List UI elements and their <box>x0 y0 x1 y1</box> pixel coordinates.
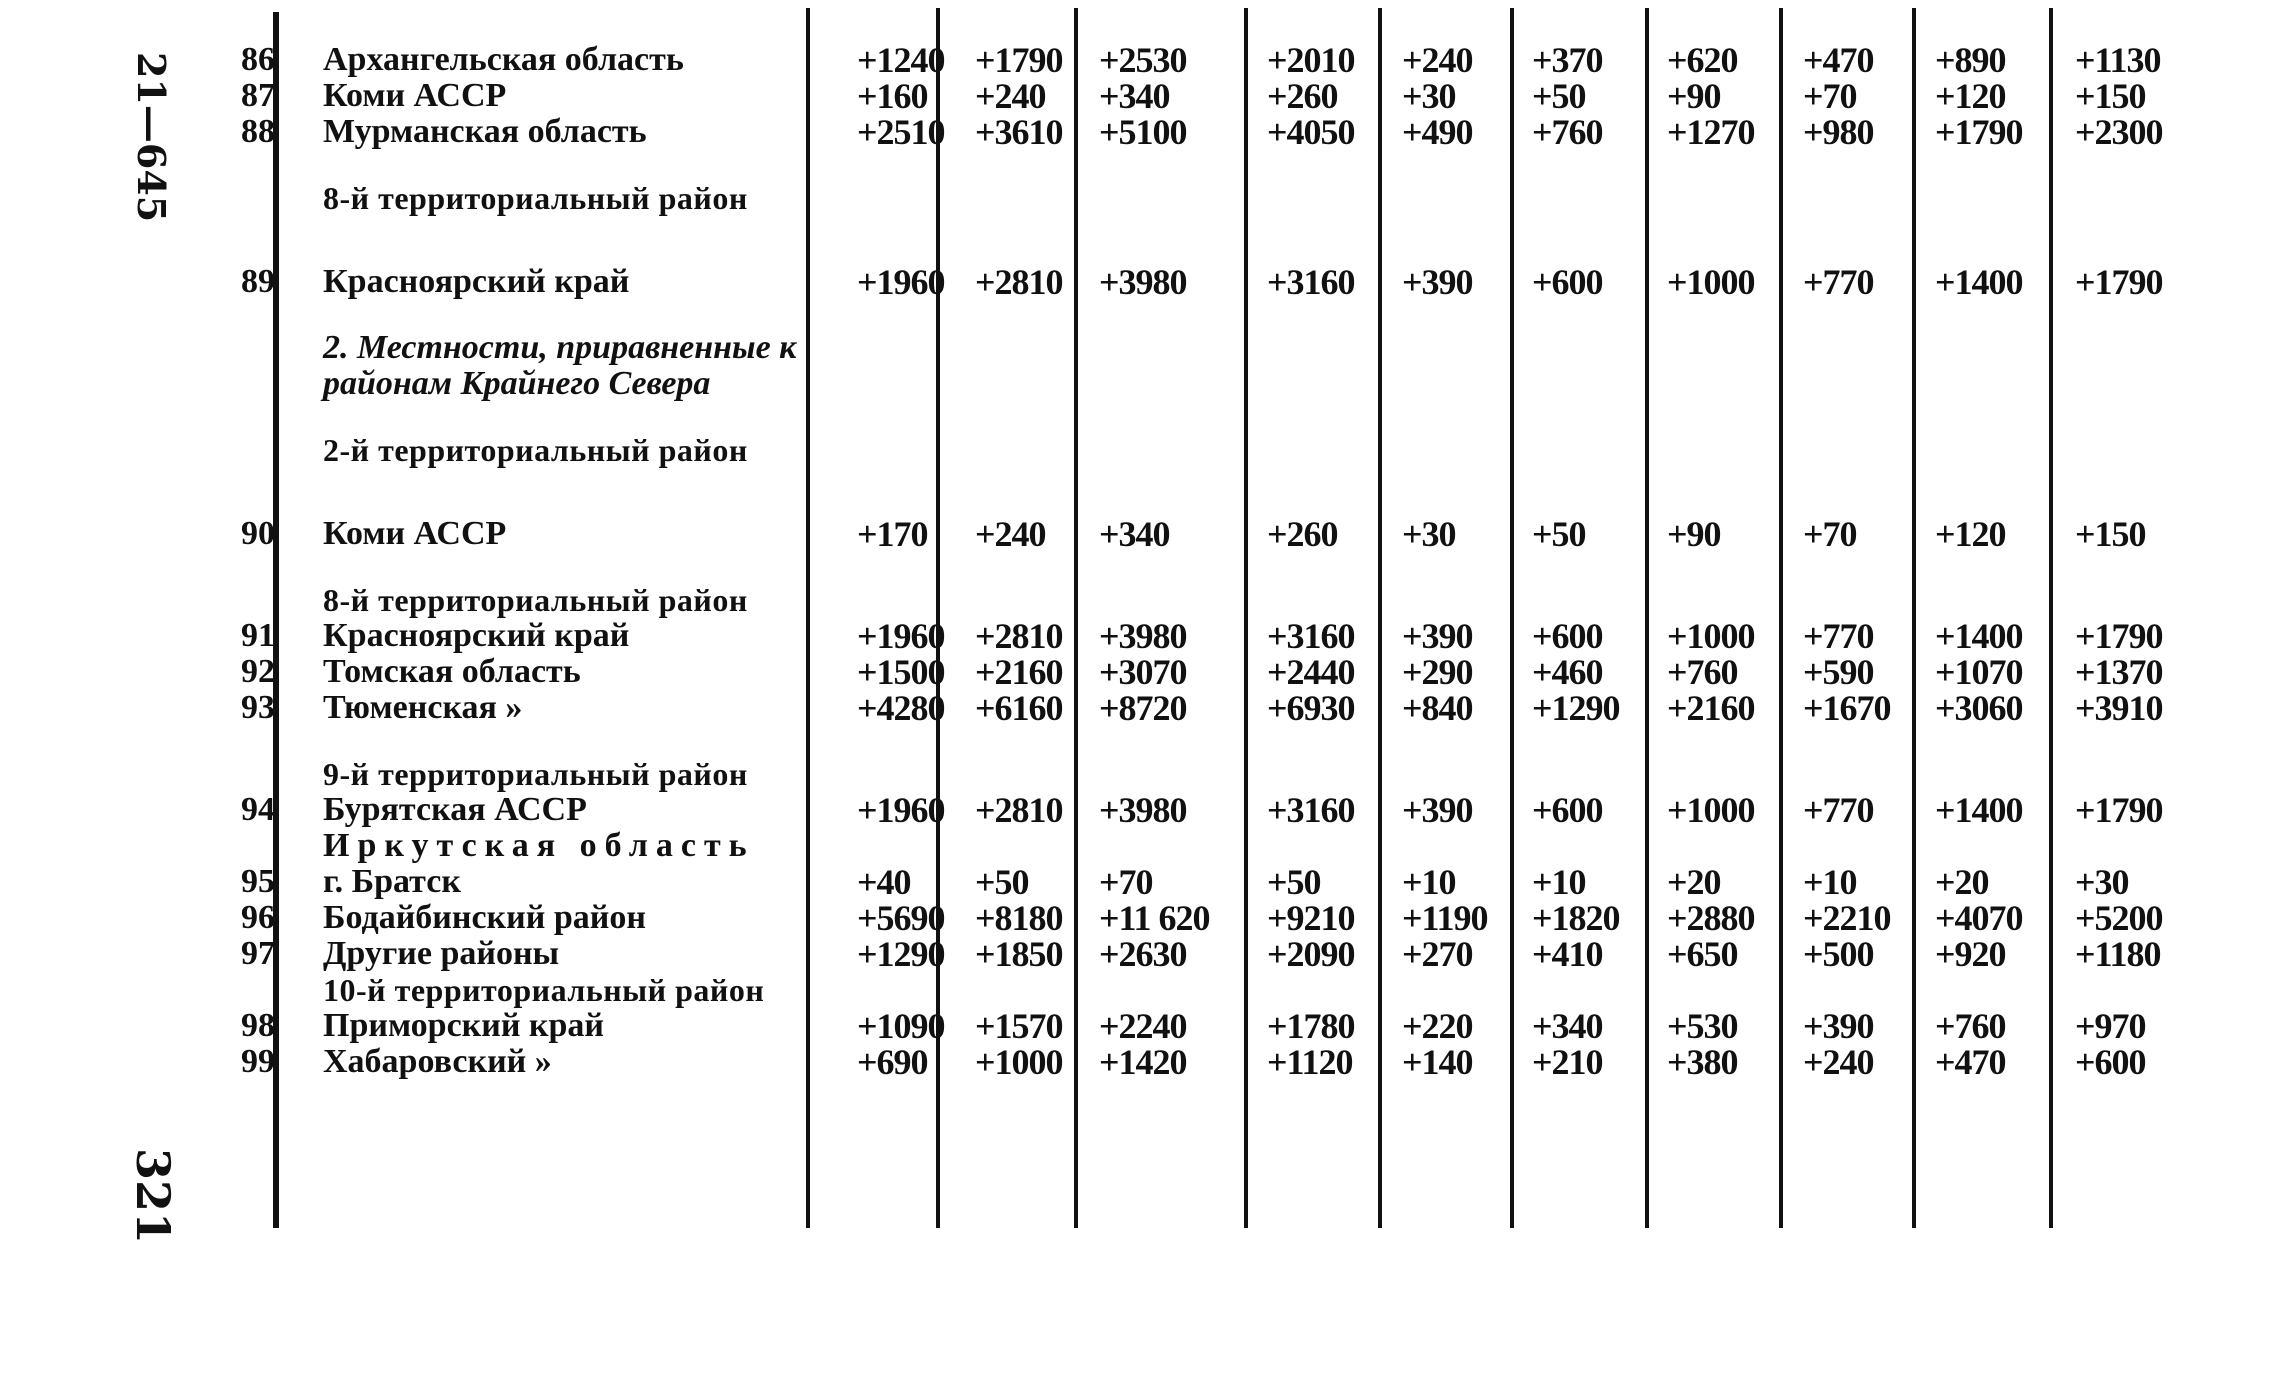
value-cell: +70 <box>1803 514 1857 554</box>
value-cell: +340 <box>1099 514 1170 554</box>
heading-text: 10-й территориальный район <box>323 972 765 1008</box>
value-cell: +890 <box>1935 40 2006 80</box>
section-heading <box>190 972 2221 1008</box>
value-cell: +3910 <box>2075 688 2163 728</box>
empty-cell <box>843 330 2221 402</box>
value-cell: +1000 <box>1667 262 1755 302</box>
value-cell: +970 <box>2075 1006 2146 1046</box>
row-spacer <box>190 726 2221 756</box>
value-cell: +120 <box>1935 514 2006 554</box>
value-cell: +1090 <box>857 1006 945 1046</box>
region-name: г. Братск <box>323 863 461 900</box>
value-cell: +2630 <box>1099 934 1187 974</box>
value-cell: +760 <box>1935 1006 2006 1046</box>
value-cell: +1130 <box>2075 40 2161 80</box>
row-number: 91 <box>241 617 275 654</box>
value-cell: +50 <box>1532 514 1586 554</box>
value-cell: +2300 <box>2075 112 2163 152</box>
value-cell: +760 <box>1667 652 1738 692</box>
value-cell: +1400 <box>1935 790 2023 830</box>
value-cell: +210 <box>1532 1042 1603 1082</box>
value-cell: +3160 <box>1267 790 1355 830</box>
region-name: Хабаровский » <box>323 1043 552 1080</box>
row-number: 87 <box>241 77 275 114</box>
value-cell: +2160 <box>975 652 1063 692</box>
value-cell: +1960 <box>857 616 945 656</box>
value-cell: +11 620 <box>1099 898 1210 938</box>
table-row <box>190 792 2221 828</box>
value-cell: +1820 <box>1532 898 1620 938</box>
empty-cell <box>843 756 2221 792</box>
empty-cell <box>843 828 2221 864</box>
value-cell: +1780 <box>1267 1006 1355 1046</box>
heading-text: 2-й территориальный район <box>323 432 748 468</box>
value-cell: +30 <box>2075 862 2129 902</box>
value-cell: +1290 <box>857 934 945 974</box>
heading-text: 2. Местности, приравненные к районам Крайнего Севера <box>323 329 797 402</box>
row-spacer <box>190 300 2221 330</box>
value-cell: +770 <box>1803 790 1874 830</box>
value-cell: +380 <box>1667 1042 1738 1082</box>
row-number: 89 <box>241 263 275 300</box>
value-cell: +390 <box>1402 790 1473 830</box>
value-cell: +3060 <box>1935 688 2023 728</box>
value-cell: +1400 <box>1935 616 2023 656</box>
value-cell: +1290 <box>1532 688 1620 728</box>
value-cell: +3980 <box>1099 790 1187 830</box>
heading-text: 8-й территориальный район <box>323 582 748 618</box>
value-cell: +260 <box>1267 514 1338 554</box>
value-cell: +1790 <box>1935 112 2023 152</box>
value-cell: +3070 <box>1099 652 1187 692</box>
value-cell: +370 <box>1532 40 1603 80</box>
value-cell: +1370 <box>2075 652 2163 692</box>
row-number: 92 <box>241 653 275 690</box>
value-cell: +1180 <box>2075 934 2161 974</box>
value-cell: +2510 <box>857 112 945 152</box>
value-cell: +1500 <box>857 652 945 692</box>
value-cell: +2810 <box>975 262 1063 302</box>
value-cell: +470 <box>1803 40 1874 80</box>
value-cell: +3980 <box>1099 616 1187 656</box>
value-cell: +270 <box>1402 934 1473 974</box>
empty-cell <box>190 756 297 792</box>
value-cell: +1120 <box>1267 1042 1353 1082</box>
value-cell: +920 <box>1935 934 2006 974</box>
row-number: 86 <box>241 41 275 78</box>
value-cell: +600 <box>1532 790 1603 830</box>
row-number: 88 <box>241 113 275 150</box>
empty-cell <box>190 330 297 402</box>
value-cell: +1240 <box>857 40 945 80</box>
value-cell: +6160 <box>975 688 1063 728</box>
value-cell: +1270 <box>1667 112 1755 152</box>
spacer-cell <box>190 552 2221 582</box>
table-row <box>190 1008 2221 1044</box>
value-cell: +30 <box>1402 514 1456 554</box>
empty-cell <box>190 972 297 1008</box>
value-cell: +1790 <box>2075 262 2163 302</box>
value-cell: +6930 <box>1267 688 1355 728</box>
allowance-table <box>190 42 2221 1080</box>
region-name: Томская область <box>323 653 581 690</box>
value-cell: +590 <box>1803 652 1874 692</box>
value-cell: +390 <box>1803 1006 1874 1046</box>
value-cell: +220 <box>1402 1006 1473 1046</box>
value-cell: +1960 <box>857 790 945 830</box>
spacer-cell <box>190 402 2221 432</box>
value-cell: +50 <box>975 862 1029 902</box>
value-cell: +2160 <box>1667 688 1755 728</box>
value-cell: +4280 <box>857 688 945 728</box>
region-name: Архангельская область <box>323 41 684 78</box>
value-cell: +470 <box>1935 1042 2006 1082</box>
value-cell: +1790 <box>2075 616 2163 656</box>
row-spacer <box>190 216 2221 264</box>
value-cell: +20 <box>1935 862 1989 902</box>
value-cell: +1400 <box>1935 262 2023 302</box>
value-cell: +50 <box>1532 76 1586 116</box>
value-cell: +1670 <box>1803 688 1891 728</box>
value-cell: +690 <box>857 1042 928 1082</box>
page-number: 321 <box>126 1148 180 1245</box>
table-row <box>190 864 2221 900</box>
table-row <box>190 900 2221 936</box>
value-cell: +3610 <box>975 112 1063 152</box>
value-cell: +2210 <box>1803 898 1891 938</box>
row-spacer <box>190 468 2221 516</box>
value-cell: +70 <box>1803 76 1857 116</box>
heading-text: 9-й территориальный район <box>323 756 748 792</box>
section-heading <box>190 582 2221 618</box>
row-number: 99 <box>241 1043 275 1080</box>
row-spacer <box>190 402 2221 432</box>
value-cell: +260 <box>1267 76 1338 116</box>
value-cell: +1960 <box>857 262 945 302</box>
table-row <box>190 654 2221 690</box>
value-cell: +600 <box>2075 1042 2146 1082</box>
value-cell: +240 <box>975 514 1046 554</box>
section-heading <box>190 756 2221 792</box>
value-cell: +1000 <box>975 1042 1063 1082</box>
value-cell: +5100 <box>1099 112 1187 152</box>
spacer-cell <box>190 468 2221 516</box>
value-cell: +530 <box>1667 1006 1738 1046</box>
value-cell: +30 <box>1402 76 1456 116</box>
value-cell: +3980 <box>1099 262 1187 302</box>
value-cell: +3160 <box>1267 616 1355 656</box>
value-cell: +1000 <box>1667 616 1755 656</box>
value-cell: +240 <box>1402 40 1473 80</box>
value-cell: +340 <box>1099 76 1170 116</box>
value-cell: +1790 <box>2075 790 2163 830</box>
value-cell: +2440 <box>1267 652 1355 692</box>
value-cell: +340 <box>1532 1006 1603 1046</box>
subregion-heading <box>190 828 2221 864</box>
table-row <box>190 618 2221 654</box>
value-cell: +8180 <box>975 898 1063 938</box>
table-row <box>190 516 2221 552</box>
table-row <box>190 936 2221 972</box>
region-name: Бурятская АССР <box>323 791 587 828</box>
value-cell: +1190 <box>1402 898 1488 938</box>
value-cell: +10 <box>1532 862 1586 902</box>
spacer-cell <box>190 726 2221 756</box>
row-number: 97 <box>241 935 275 972</box>
heading-text: Иркутская область <box>323 827 755 864</box>
row-number: 93 <box>241 689 275 726</box>
table-row <box>190 690 2221 726</box>
value-cell: +120 <box>1935 76 2006 116</box>
empty-cell <box>843 582 2221 618</box>
table-row <box>190 78 2221 114</box>
table-row <box>190 114 2221 150</box>
value-cell: +390 <box>1402 262 1473 302</box>
value-cell: +980 <box>1803 112 1874 152</box>
value-cell: +600 <box>1532 262 1603 302</box>
value-cell: +410 <box>1532 934 1603 974</box>
value-cell: +650 <box>1667 934 1738 974</box>
value-cell: +5200 <box>2075 898 2163 938</box>
value-cell: +50 <box>1267 862 1321 902</box>
value-cell: +40 <box>857 862 911 902</box>
heading-text: 8-й территориальный район <box>323 180 748 216</box>
table-row <box>190 42 2221 78</box>
value-cell: +390 <box>1402 616 1473 656</box>
value-cell: +160 <box>857 76 928 116</box>
value-cell: +2010 <box>1267 40 1355 80</box>
table-body <box>190 42 2221 1080</box>
value-cell: +490 <box>1402 112 1473 152</box>
value-cell: +4050 <box>1267 112 1355 152</box>
table-row <box>190 264 2221 300</box>
value-cell: +1850 <box>975 934 1063 974</box>
region-name: Коми АССР <box>323 77 507 114</box>
value-cell: +2880 <box>1667 898 1755 938</box>
value-cell: +770 <box>1803 616 1874 656</box>
value-cell: +90 <box>1667 76 1721 116</box>
value-cell: +760 <box>1532 112 1603 152</box>
value-cell: +600 <box>1532 616 1603 656</box>
value-cell: +140 <box>1402 1042 1473 1082</box>
table-row <box>190 1044 2221 1080</box>
value-cell: +10 <box>1803 862 1857 902</box>
region-name: Красноярский край <box>323 263 630 300</box>
value-cell: +2810 <box>975 616 1063 656</box>
value-cell: +150 <box>2075 76 2146 116</box>
empty-cell <box>190 180 297 216</box>
value-cell: +1570 <box>975 1006 1063 1046</box>
row-number: 98 <box>241 1007 275 1044</box>
signature-mark: 21—645 <box>129 52 174 223</box>
value-cell: +2530 <box>1099 40 1187 80</box>
value-cell: +5690 <box>857 898 945 938</box>
spacer-cell <box>190 216 2221 264</box>
value-cell: +770 <box>1803 262 1874 302</box>
value-cell: +460 <box>1532 652 1603 692</box>
region-name: Коми АССР <box>323 515 507 552</box>
section-heading <box>190 180 2221 216</box>
empty-cell <box>190 432 297 468</box>
value-cell: +290 <box>1402 652 1473 692</box>
empty-cell <box>843 180 2221 216</box>
spacer-cell <box>190 150 2221 180</box>
value-cell: +1070 <box>1935 652 2023 692</box>
value-cell: +3160 <box>1267 262 1355 302</box>
region-name: Приморский край <box>323 1007 605 1044</box>
value-cell: +1790 <box>975 40 1063 80</box>
value-cell: +2810 <box>975 790 1063 830</box>
value-cell: +2090 <box>1267 934 1355 974</box>
value-cell: +90 <box>1667 514 1721 554</box>
row-number: 94 <box>241 791 275 828</box>
spacer-cell <box>190 300 2221 330</box>
value-cell: +620 <box>1667 40 1738 80</box>
empty-cell <box>843 972 2221 1008</box>
value-cell: +70 <box>1099 862 1153 902</box>
value-cell: +840 <box>1402 688 1473 728</box>
region-name: Бодайбинский район <box>323 899 646 936</box>
row-number: 90 <box>241 515 275 552</box>
section-heading <box>190 432 2221 468</box>
value-cell: +1420 <box>1099 1042 1187 1082</box>
row-spacer <box>190 150 2221 180</box>
empty-cell <box>843 432 2221 468</box>
value-cell: +4070 <box>1935 898 2023 938</box>
value-cell: +240 <box>1803 1042 1874 1082</box>
value-cell: +500 <box>1803 934 1874 974</box>
region-name: Красноярский край <box>323 617 630 654</box>
value-cell: +240 <box>975 76 1046 116</box>
empty-cell <box>190 582 297 618</box>
value-cell: +20 <box>1667 862 1721 902</box>
empty-cell <box>190 828 297 864</box>
region-name: Другие районы <box>323 935 560 972</box>
value-cell: +8720 <box>1099 688 1187 728</box>
value-cell: +1000 <box>1667 790 1755 830</box>
region-name: Мурманская область <box>323 113 647 150</box>
value-cell: +10 <box>1402 862 1456 902</box>
row-number: 95 <box>241 863 275 900</box>
value-cell: +2240 <box>1099 1006 1187 1046</box>
region-name: Тюменская » <box>323 689 523 726</box>
value-cell: +170 <box>857 514 928 554</box>
row-number: 96 <box>241 899 275 936</box>
row-spacer <box>190 552 2221 582</box>
value-cell: +150 <box>2075 514 2146 554</box>
value-cell: +9210 <box>1267 898 1355 938</box>
category-heading <box>190 330 2221 402</box>
